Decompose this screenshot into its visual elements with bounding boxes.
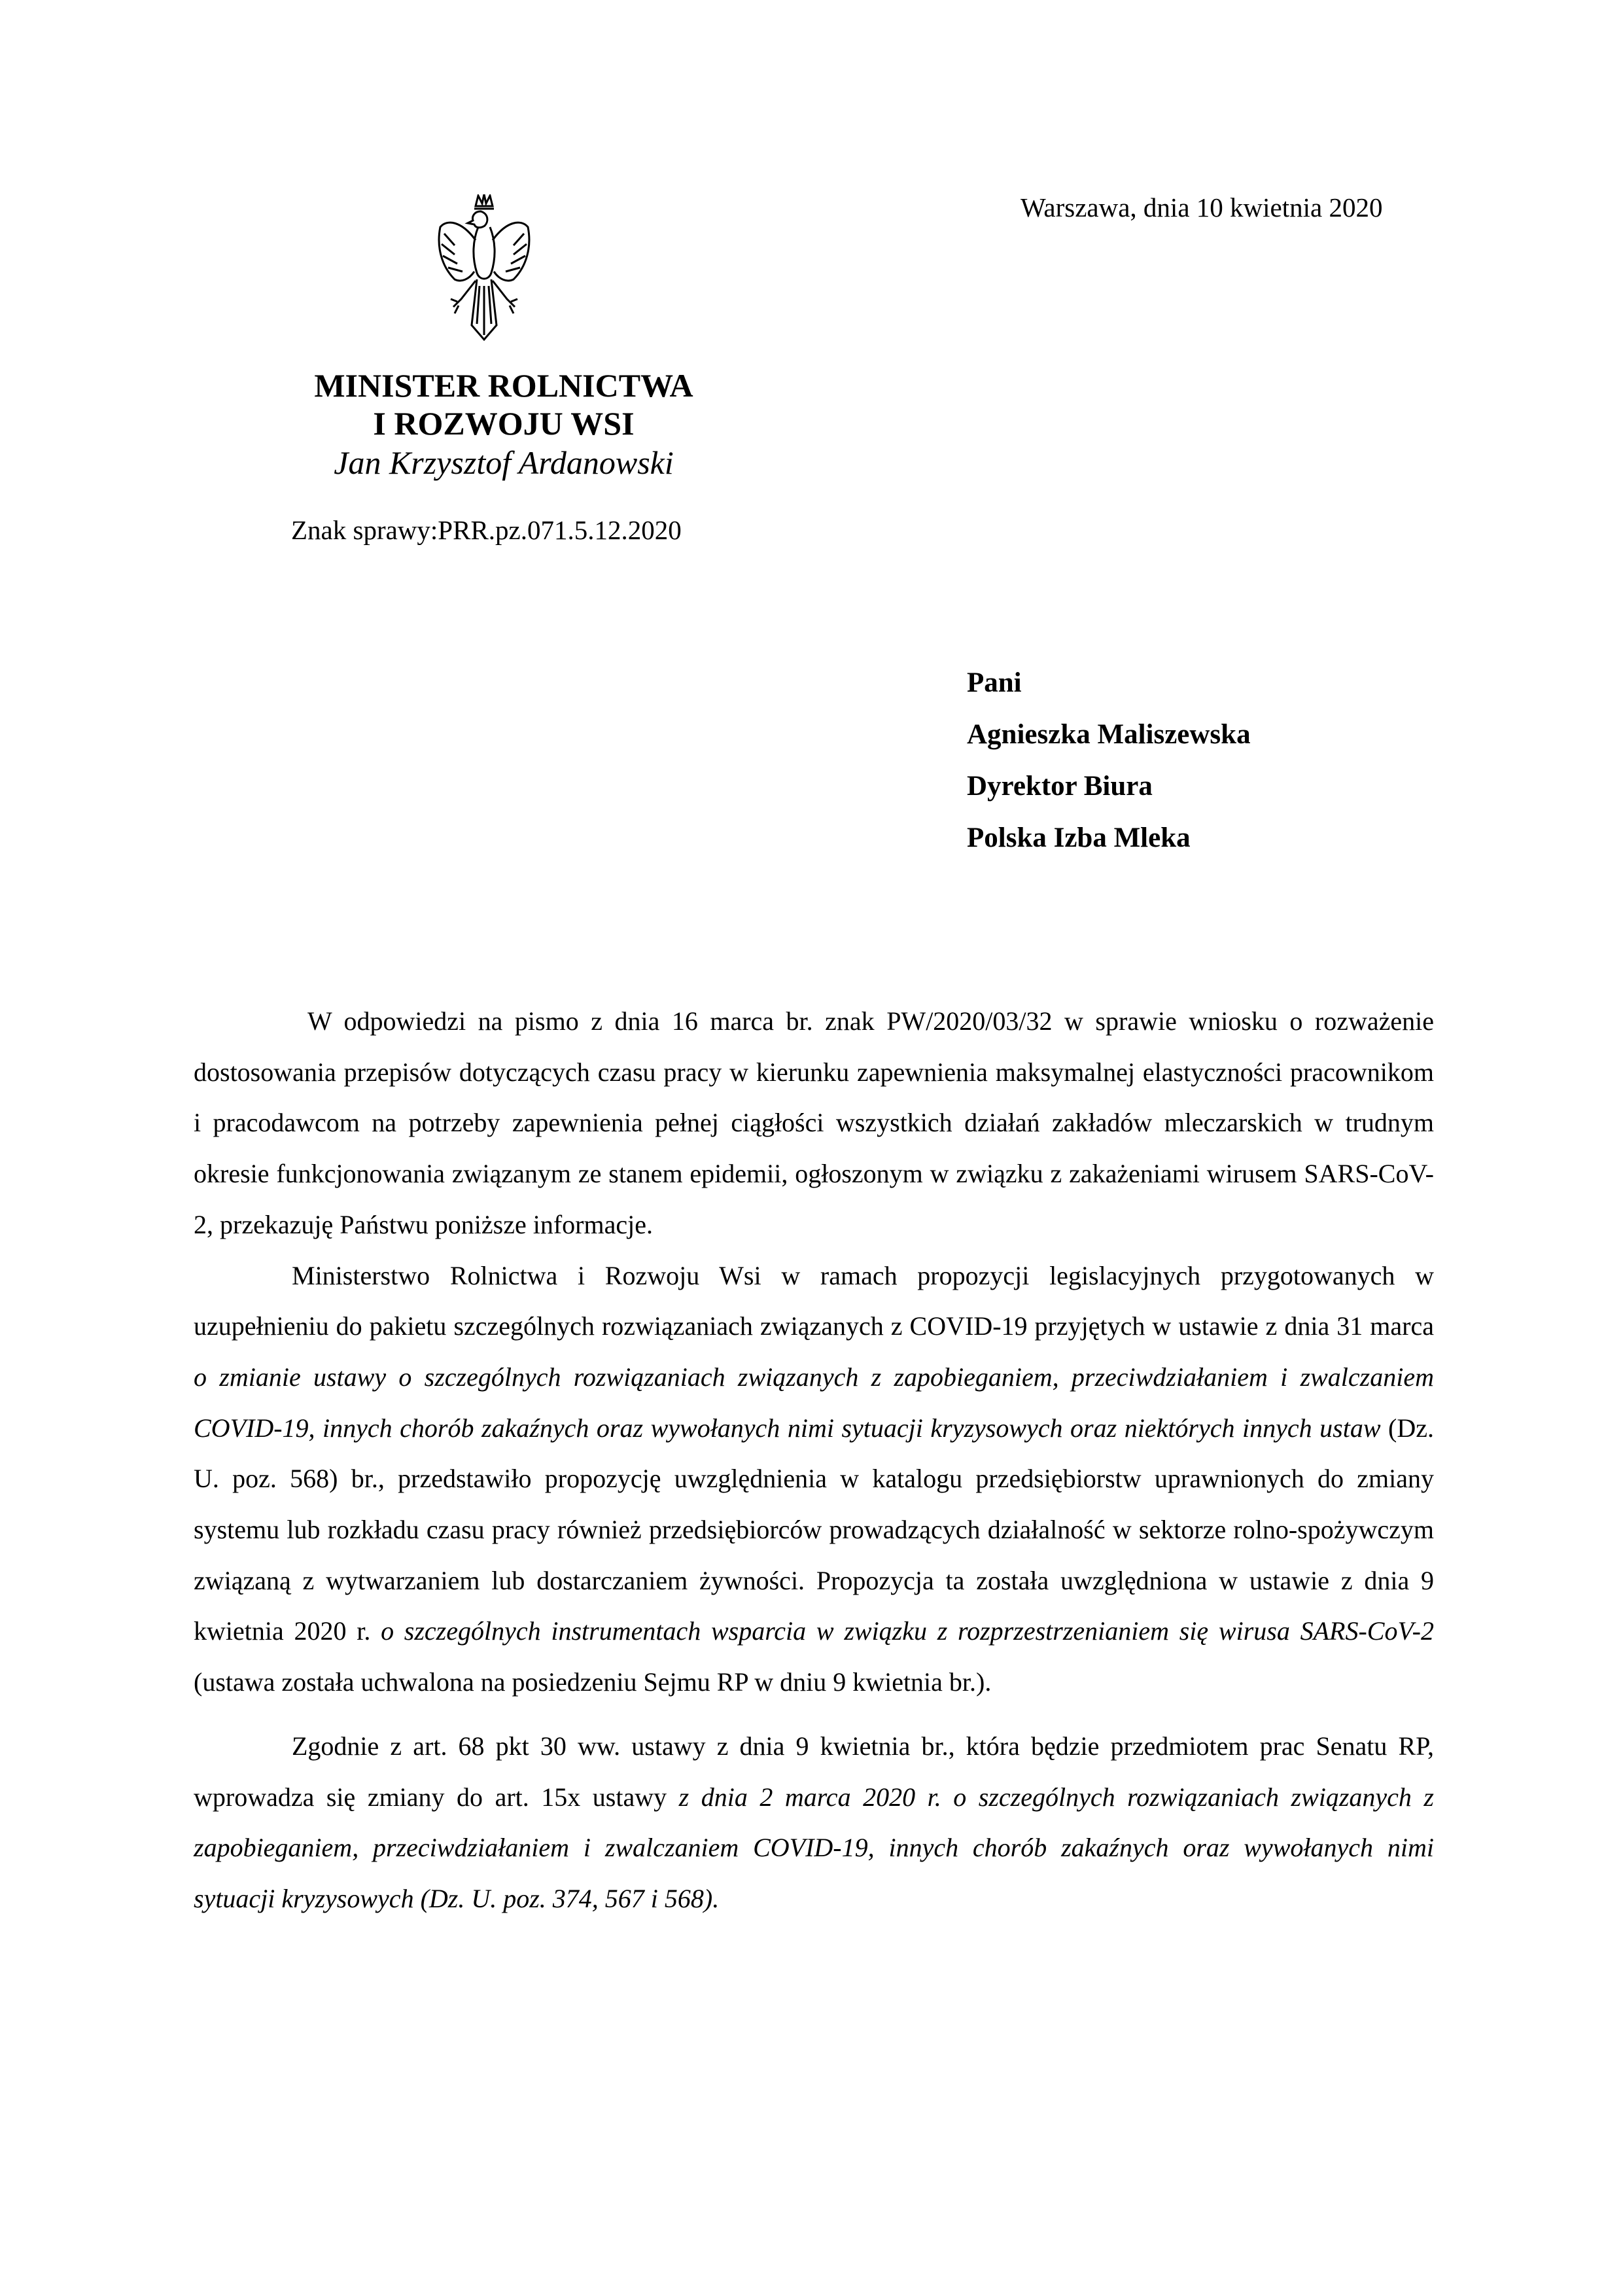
text-run: Ministerstwo Rolnictwa i Rozwoju Wsi w ramach propozycji legislacyjnych przygotowanych w uzupełnieniu do pakietu szczególnych rozwiązaniach związanych z COVID-19 przyjętych w ustawie z dnia 31 marca — [194, 1260, 1434, 1341]
minister-title-line2: I ROZWOJU WSI — [373, 405, 635, 442]
text-run: W odpowiedzi na pismo z dnia 16 marca br. znak PW/2020/03/32 w sprawie wniosku o rozważenie dostosowania przepisów dotyczących czasu pracy w kierunku zapewnienia maksymalnej elastyczności pracownikom i pracodawcom na potrzeby zapewnienia pełnej ciągłości wszystkich działań zakładów mleczarskich w trudnym okresie funkcjonowania związanym ze stanem epidemii, ogłoszonym w związku z zakażeniami wirusem SARS-CoV-2, przekazuję Państwu poniższe informacje. — [194, 1006, 1434, 1239]
recipient-organization: Polska Izba Mleka — [967, 822, 1191, 853]
body-paragraph-1 — [194, 996, 1434, 1250]
italic-citation: z dnia 2 marca 2020 r. o szczególnych rozwiązaniach związanych z zapobieganiem, przeciwdziałaniem i zwalczaniem COVID-19, innych chorób zakaźnych oraz wywołanych nimi sytuacji kryzysowych (Dz. U. poz. 374, 567 i 568). — [194, 1782, 1434, 1913]
italic-citation: o szczególnych instrumentach wsparcia w związku z rozprzestrzenianiem się wirusa SARS-CoV-2 — [381, 1616, 1434, 1646]
recipient-position: Dyrektor Biura — [967, 771, 1153, 802]
recipient-salutation: Pani — [967, 667, 1022, 698]
italic-citation: o zmianie ustawy o szczególnych rozwiązaniach związanych z zapobieganiem, przeciwdziałaniem i zwalczaniem COVID-19, innych chorób zakaźnych oraz wywołanych nimi sytuacji kryzysowych oraz niektórych innych ustaw — [194, 1362, 1434, 1443]
body-paragraph-3 — [194, 1721, 1434, 1924]
sender-header — [236, 366, 772, 483]
polish-eagle-emblem-icon — [435, 194, 533, 345]
recipient-name: Agnieszka Maliszewska — [967, 719, 1251, 750]
text-run: (Dz. U. poz. 568) br., przedstawiło propozycję uwzględnienia w katalogu przedsiębiorstw uprawnionych do zmiany systemu lub rozkładu czasu pracy również przedsiębiorców prowadzących działalność w sektorze rolno-spożywczym związaną z wytwarzaniem lub dostarczaniem żywności. Propozycja ta została uwzględniona w ustawie z dnia 9 kwietnia 2020 r. — [194, 1413, 1434, 1646]
text-run: Zgodnie z art. 68 pkt 30 ww. ustawy z dnia 9 kwietnia br., która będzie przedmiotem prac Senatu RP, wprowadza się zmiany do art. 15x ustawy — [194, 1731, 1434, 1812]
letter-date: Warszawa, dnia 10 kwietnia 2020 — [1021, 192, 1383, 222]
minister-title-line1: MINISTER ROLNICTWA — [314, 367, 693, 404]
case-reference: Znak sprawy:PRR.pz.071.5.12.2020 — [291, 515, 682, 545]
minister-name: Jan Krzysztof Ardanowski — [334, 444, 674, 481]
body-paragraph-2 — [194, 1250, 1434, 1708]
letter-body — [194, 996, 1434, 1924]
recipient-block — [967, 657, 1251, 864]
text-run: (ustawa została uchwalona na posiedzeniu Sejmu RP w dniu 9 kwietnia br.). — [194, 1667, 992, 1697]
